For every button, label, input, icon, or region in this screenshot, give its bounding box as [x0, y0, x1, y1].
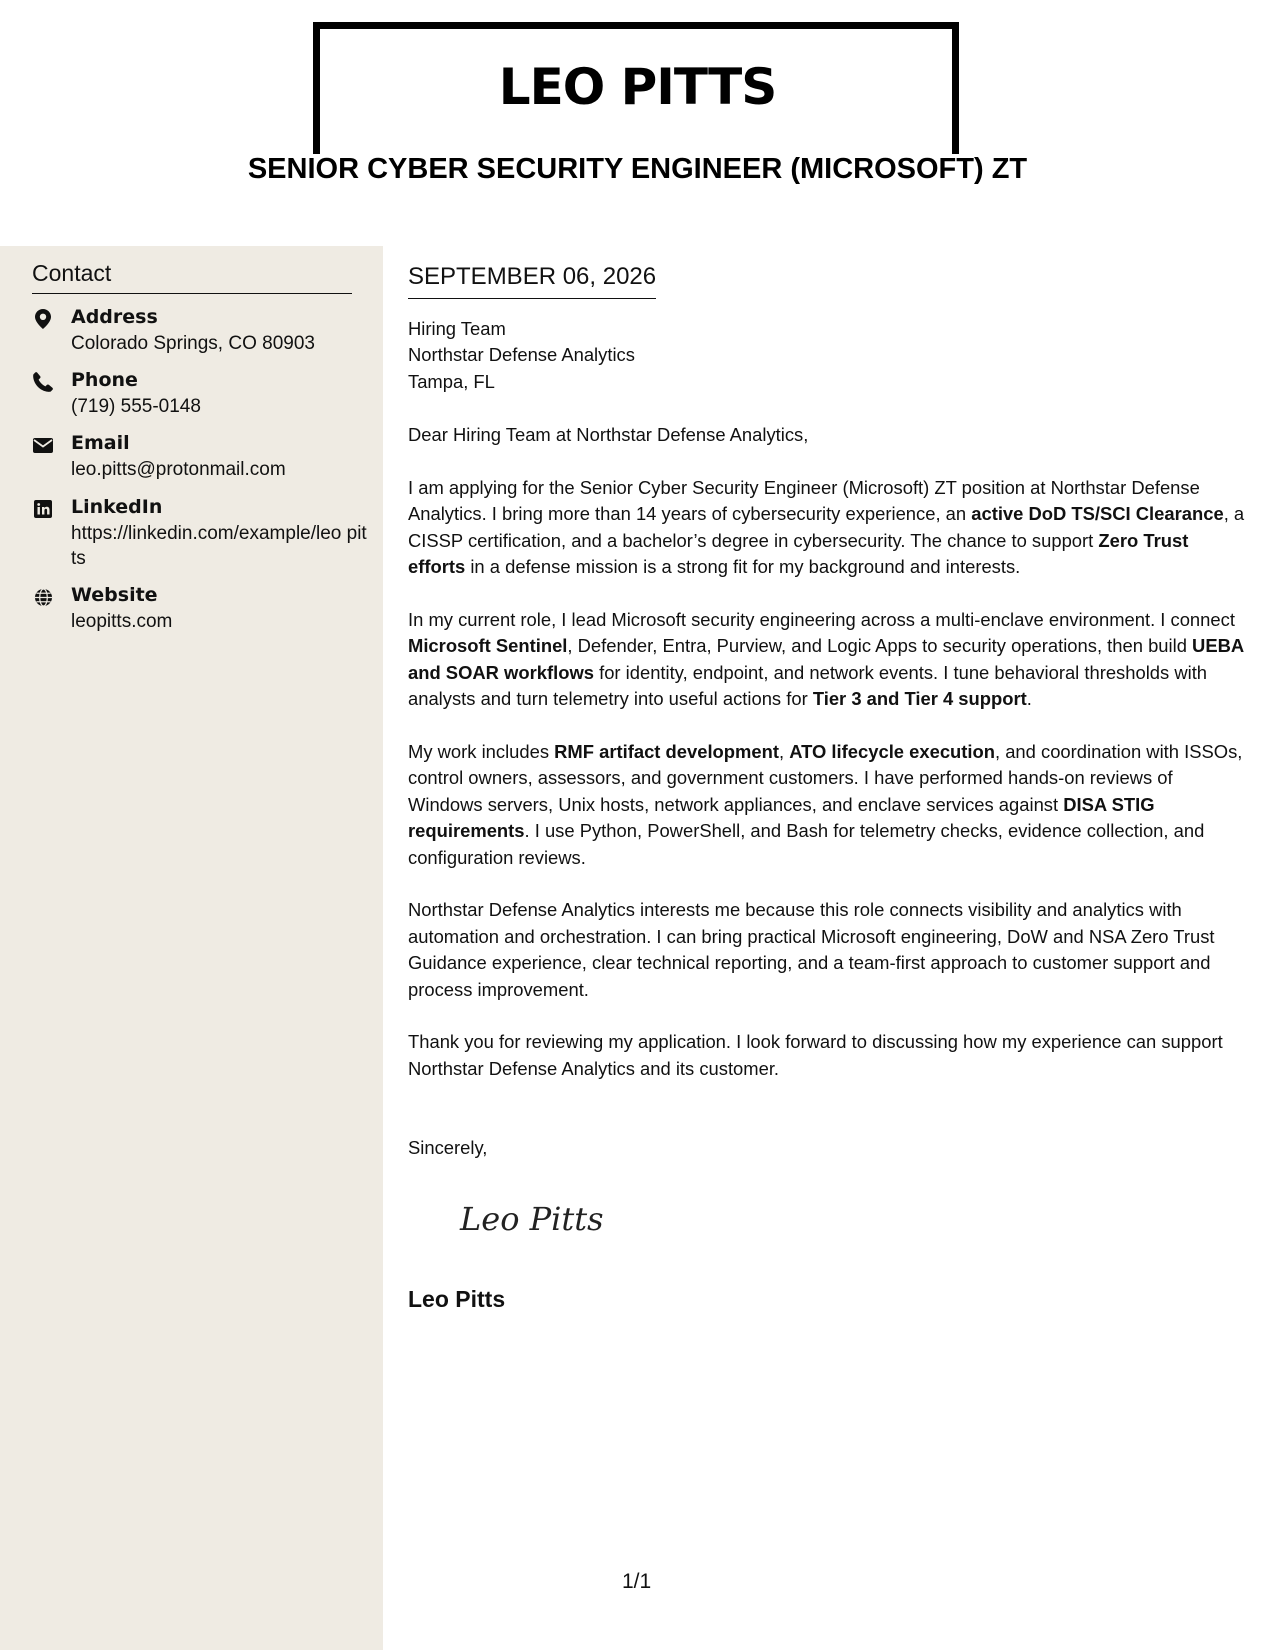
paragraph-text: My work includes [408, 741, 555, 763]
phone-icon [32, 371, 54, 393]
paragraph-text: Thank you for reviewing my application. I look forward to discussing how my experience can support Northstar Defense Analytics and its customer. [408, 1031, 1223, 1079]
emphasis-text: ATO lifecycle execution [789, 741, 995, 763]
emphasis-text: Tier 3 and Tier 4 support [812, 688, 1027, 710]
recipient-line: Tampa, FL [408, 370, 495, 392]
paragraph-text: , [778, 741, 790, 763]
emphasis-text: active DoD TS/SCI Clearance [971, 503, 1224, 525]
paragraph-text: In my current role, I lead Microsoft security engineering across a multi-enclave environment. I connect [408, 609, 1235, 631]
paragraph-text: , and coordination with ISSOs, control owners, assessors, and government customers. I have performed hands-on reviews of Windows servers, Unix hosts, network appliances, and enclave services against [408, 741, 1243, 815]
paragraph-text: Northstar Defense Analytics interests me because this role connects visibility and analytics with automation and orchestration. I can bring practical Microsoft engineering, DoW and NSA Zero Trust Guidance experience, clear technical reporting, and a team-first approach to customer support and process improvement. [408, 899, 1215, 1000]
website-label: Website [71, 584, 158, 606]
signature [458, 1198, 618, 1247]
recipient-block [408, 316, 1248, 395]
linkedin-value: https://linkedin.com/example/leo pitts [71, 523, 367, 569]
greeting: Dear Hiring Team at Northstar Defense Analytics, [408, 424, 809, 446]
address-label: Address [71, 306, 158, 328]
body-paragraph [408, 607, 1248, 713]
paragraph-text: in a defense mission is a strong fit for my background and interests. [465, 556, 1021, 578]
recipient-line: Northstar Defense Analytics [408, 344, 635, 366]
phone-value: (719) 555-0148 [71, 396, 201, 417]
page-number: 1/1 [622, 1570, 652, 1593]
closing: Sincerely, [408, 1137, 488, 1159]
body-paragraph [408, 475, 1248, 581]
emphasis-text: UEBA and SOAR workflows [408, 635, 1244, 683]
letter-body [408, 262, 1248, 1188]
envelope-icon [32, 434, 54, 456]
paragraph-text: , a CISSP certification, and a bachelor’s degree in cybersecurity. The chance to support [408, 503, 1245, 551]
signer-name: Leo Pitts [408, 1286, 506, 1312]
address-value: Colorado Springs, CO 80903 [71, 333, 315, 354]
job-title: SENIOR CYBER SECURITY ENGINEER (MICROSOFT) ZT [247, 153, 1028, 185]
paragraph-text: I am applying for the Senior Cyber Security Engineer (Microsoft) ZT position at Northstar Defense Analytics. I bring more than 14 years of cybersecurity experience, an [408, 477, 1200, 525]
linkedin-icon [32, 498, 54, 520]
paragraph-text: , Defender, Entra, Purview, and Logic Apps to security operations, then build [567, 635, 1193, 657]
body-paragraph [408, 1029, 1248, 1082]
website-value: leopitts.com [71, 611, 173, 632]
candidate-name: LEO PITTS [498, 58, 777, 116]
body-paragraph [408, 897, 1248, 1003]
emphasis-text: DISA STIG requirements [408, 793, 1155, 842]
letter-paragraphs [408, 475, 1248, 1082]
map-pin-icon [32, 308, 54, 330]
emphasis-text: Microsoft Sentinel [408, 635, 568, 657]
phone-label: Phone [71, 369, 138, 391]
paragraph-text: . [1026, 688, 1032, 710]
letter-date: SEPTEMBER 06, 2026 [408, 262, 656, 299]
email-value: leo.pitts@protonmail.com [71, 459, 286, 480]
contact-heading: Contact [32, 260, 352, 294]
globe-icon [32, 586, 54, 608]
email-label: Email [71, 432, 130, 454]
recipient-line: Hiring Team [408, 318, 506, 339]
linkedin-label: LinkedIn [71, 496, 163, 518]
paragraph-text: . I use Python, PowerShell, and Bash for telemetry checks, evidence collection, and configuration reviews. [408, 820, 1205, 868]
emphasis-text: Zero Trust efforts [408, 529, 1189, 578]
body-paragraph [408, 739, 1248, 871]
paragraph-text: for identity, endpoint, and network events. I tune behavioral thresholds with analysts and turn telemetry into useful actions for [408, 661, 1208, 710]
signature-text: Leo Pitts [460, 1200, 604, 1238]
emphasis-text: RMF artifact development [554, 741, 779, 763]
